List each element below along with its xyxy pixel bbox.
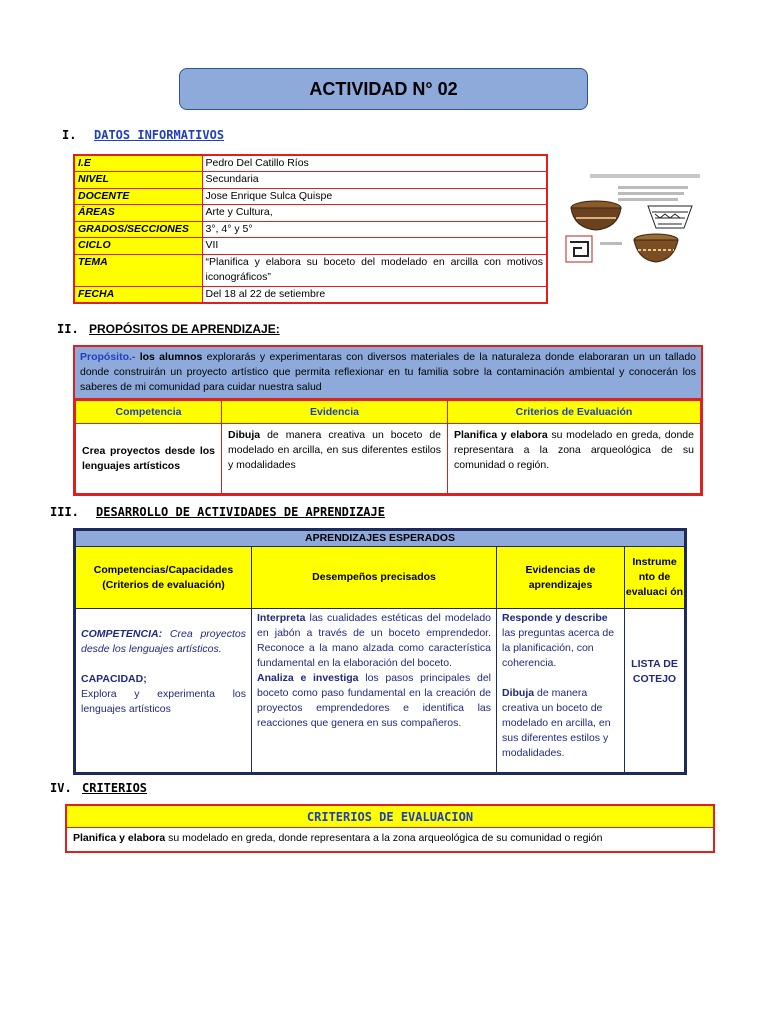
criterios-header: CRITERIOS DE EVALUACION	[67, 806, 713, 828]
desarrollo-table	[75, 530, 685, 773]
criterios-box	[65, 804, 715, 853]
section-heading-datos: I. DATOS INFORMATIVOS	[62, 128, 225, 142]
section-heading-propositos: II. PROPÓSITOS DE APRENDIZAJE:	[57, 322, 280, 336]
table-header-row: Competencias/Capacidades (Criterios de evaluación) Desempeños precisados Evidencias de aprendizajes Instrume nto de evaluaci ón	[76, 547, 685, 609]
table-header-row: Competencia Evidencia Criterios de Evaluación	[76, 401, 701, 424]
proposito-text: Propósito.- los alumnos explorarás y experimentaras con diversos materiales de la naturaleza donde elaboraran un un tallado donde construirán un proyecto artístico que permita reflexionar en tu familia sobre la contaminación ambiental y conocerán los saberes de mi comunidad para cuidar nuestra salud	[75, 347, 701, 400]
table-row: FECHA Del 18 al 22 de setiembre	[74, 286, 547, 303]
activity-title-box	[179, 68, 588, 110]
table-row: CICLO VII	[74, 238, 547, 255]
pottery-illustration	[560, 170, 710, 268]
table-row: ÁREAS Arte y Cultura,	[74, 205, 547, 222]
section-heading-desarrollo: III. DESARROLLO DE ACTIVIDADES DE APRENDIZAJE	[50, 505, 385, 519]
table-row: APRENDIZAJES ESPERADOS	[76, 531, 685, 547]
table-row: NIVEL Secundaria	[74, 172, 547, 189]
table-row: I.E Pedro Del Catillo Ríos	[74, 155, 547, 172]
table-row: DOCENTE Jose Enrique Sulca Quispe	[74, 188, 547, 205]
table-row: GRADOS/SECCIONES 3°, 4° y 5°	[74, 221, 547, 238]
datos-informativos-table	[73, 154, 548, 304]
desarrollo-table-box	[73, 528, 687, 775]
propositos-table	[75, 400, 701, 494]
table-row: TEMA “Planifica y elabora su boceto del modelado en arcilla con motivos iconográficos”	[74, 254, 547, 286]
table-row: Crea proyectos desde los lenguajes artísticos Dibuja de manera creativa un boceto de modelado en arcilla, en sus diferentes estilos y modalidades Planifica y elabora su modelado en greda, donde representara a la zona arqueológica de su comunidad o región.	[76, 424, 701, 494]
criterios-text: Planifica y elabora su modelado en greda, donde representara a la zona arqueológica de su comunidad o región	[73, 832, 603, 844]
section-heading-criterios: IV. CRITERIOS	[50, 781, 148, 795]
table-row: COMPETENCIA: Crea proyectos desde los lenguajes artísticos. CAPACIDAD; Explora y experimenta los lenguajes artísticos Interpreta las cualidades estéticas del modelado en jabón a través de un boceto emprendedor. Reconoce a la mano alzada como característica fundamental en la elaboración del boceto. Analiza e investiga los pasos principales del boceto como paso fundamental en la creación de proyectos emprendedores e identifica las reacciones que genera en sus compañeros. Responde y describe las preguntas acerca de la planificación, con coherencia. Dibuja de manera creativa un boceto de modelado en arcilla, en sus diferentes estilos y modalidades. LISTA DE COTEJO	[76, 609, 685, 773]
propositos-box	[73, 345, 703, 496]
activity-title: ACTIVIDAD N° 02	[309, 78, 458, 99]
